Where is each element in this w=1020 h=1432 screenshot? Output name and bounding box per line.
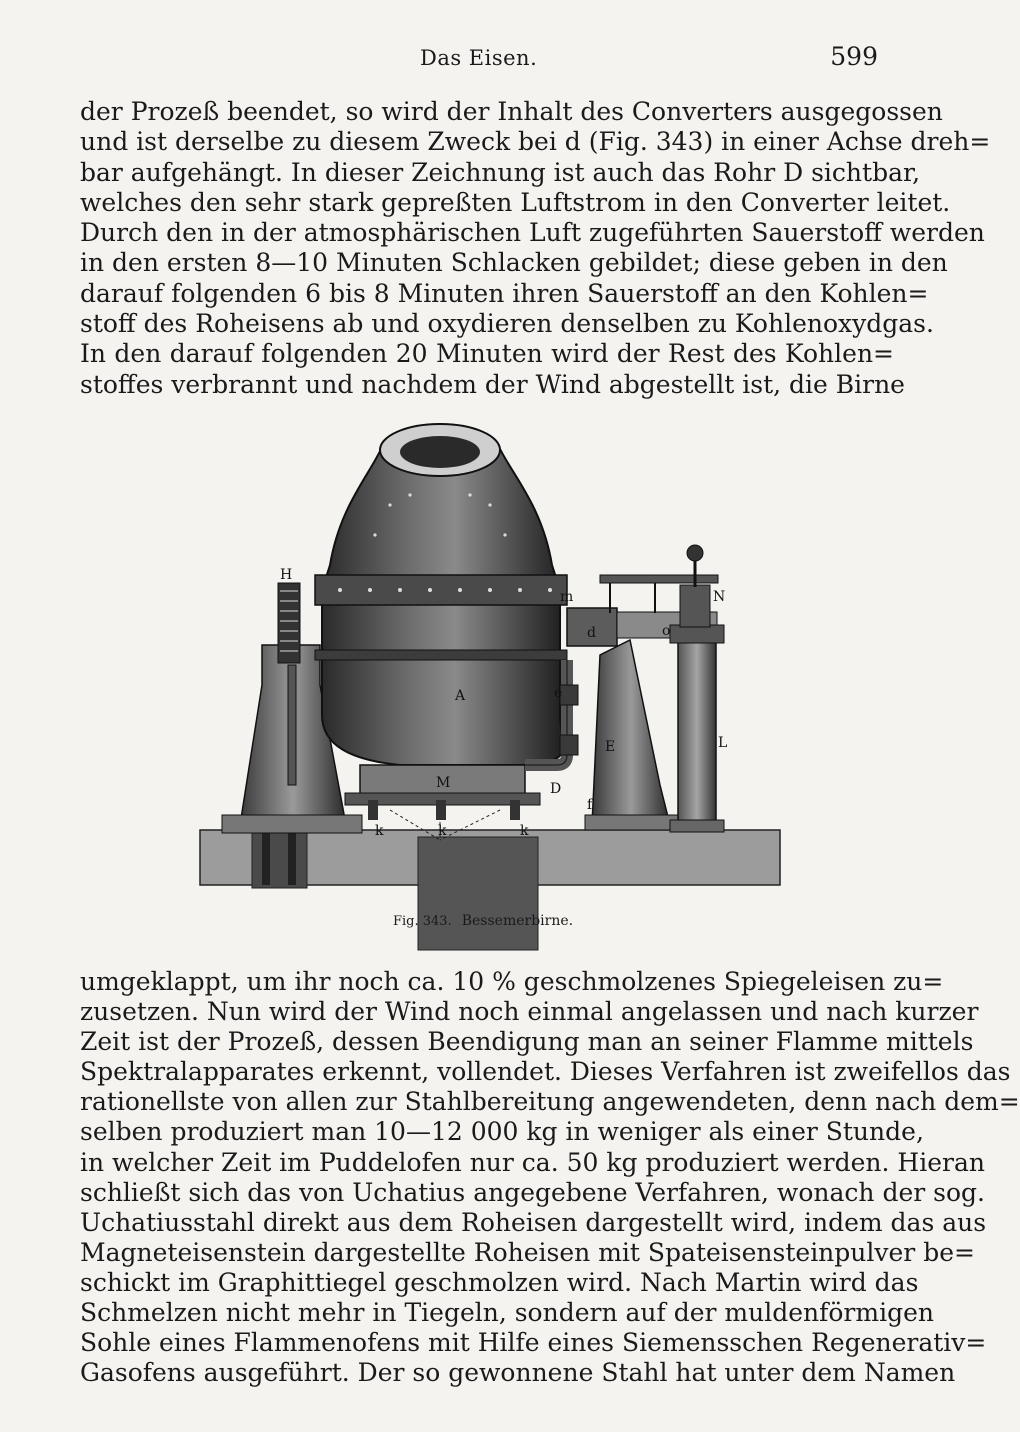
- label-H: H: [280, 567, 293, 583]
- text-line: Durch den in der atmosphärischen Luft zugeführten Sauerstoff werden: [80, 218, 985, 248]
- trunnion-band: [315, 575, 567, 605]
- label-k-left: k: [375, 823, 384, 839]
- bessemer-converter-illustration: [200, 415, 780, 950]
- page-number: 599: [830, 42, 878, 71]
- text-line: selben produziert man 10—12 000 kg in weniger als einer Stunde,: [80, 1117, 924, 1147]
- label-E: E: [605, 739, 616, 755]
- label-M: M: [436, 775, 451, 791]
- label-k-center: k: [438, 823, 447, 839]
- text-line: darauf folgenden 6 bis 8 Minuten ihren Sauerstoff an den Kohlen=: [80, 278, 929, 308]
- column-L: [678, 640, 716, 830]
- text-line: In den darauf folgenden 20 Minuten wird der Rest des Kohlen=: [80, 339, 894, 369]
- figure-caption: [393, 913, 593, 929]
- text-line: bar aufgehängt. In dieser Zeichnung ist auch das Rohr D sichtbar,: [80, 157, 921, 187]
- label-A: A: [455, 688, 466, 704]
- text-line: rationellste von allen zur Stahlbereitung angewendeten, denn nach dem=: [80, 1087, 1020, 1117]
- text-line: in welcher Zeit im Puddelofen nur ca. 50 kg produziert werden. Hieran: [80, 1147, 985, 1177]
- label-f: f: [587, 797, 593, 813]
- running-head-title: Das Eisen.: [420, 46, 538, 70]
- text-line: der Prozeß beendet, so wird der Inhalt des Converters ausgegossen: [80, 97, 943, 126]
- text-line: Uchatiusstahl direkt aus dem Roheisen dargestellt wird, indem das aus: [80, 1207, 987, 1237]
- text-line: schickt im Graphittiegel geschmolzen wird. Nach Martin wird das: [80, 1267, 919, 1297]
- rack-bar: [288, 665, 296, 785]
- label-d: d: [587, 625, 596, 641]
- running-head: [0, 40, 1000, 80]
- text-line: Magneteisenstein dargestellte Roheisen mit Spateisensteinpulver be=: [80, 1237, 975, 1267]
- right-pedestal: [592, 640, 670, 825]
- text-line: stoff des Roheisens ab und oxydieren denselben zu Kohlenoxydgas.: [80, 309, 934, 339]
- text-line: in den ersten 8—10 Minuten Schlacken gebildet; diese geben in den: [80, 248, 948, 278]
- label-o: o: [662, 623, 671, 639]
- label-L: L: [718, 735, 728, 751]
- label-m: m: [560, 589, 574, 605]
- label-k-right: k: [520, 823, 529, 839]
- text-line: zusetzen. Nun wird der Wind noch einmal angelassen und nach kurzer: [80, 997, 979, 1027]
- text-line: und ist derselbe zu diesem Zweck bei d (Fig. 343) in einer Achse dreh=: [80, 127, 991, 157]
- figure-bessemer-converter: [200, 415, 780, 950]
- label-N: N: [713, 589, 726, 605]
- text-line: Sohle eines Flammenofens mit Hilfe eines Siemensschen Regenerativ=: [80, 1328, 987, 1358]
- label-e: e: [554, 685, 563, 701]
- text-line: schließt sich das von Uchatius angegebene Verfahren, wonach der sog.: [80, 1177, 985, 1207]
- figure-title: Bessemerbirne.: [461, 913, 574, 929]
- text-line: Schmelzen nicht mehr in Tiegeln, sondern auf der muldenförmigen: [80, 1298, 934, 1328]
- figure-number: Fig. 343.: [393, 914, 452, 929]
- bottom-paragraph: [80, 967, 1020, 1388]
- floor-pit: [418, 837, 538, 950]
- text-line: stoffes verbrannt und nachdem der Wind abgestellt ist, die Birne: [80, 369, 905, 399]
- text-line: umgeklappt, um ihr noch ca. 10 % geschmolzenes Spiegeleisen zu=: [80, 967, 944, 996]
- text-line: welches den sehr stark gepreßten Luftstrom in den Converter leitet.: [80, 187, 951, 217]
- valve-N: [680, 585, 710, 627]
- top-paragraph: [80, 97, 991, 400]
- text-line: Zeit ist der Prozeß, dessen Beendigung man an seiner Flamme mittels: [80, 1027, 974, 1057]
- text-line: Spektralapparates erkennt, vollendet. Dieses Verfahren ist zweifellos das: [80, 1057, 1011, 1087]
- label-D: D: [550, 781, 562, 797]
- text-line: Gasofens ausgeführt. Der so gewonnene Stahl hat unter dem Namen: [80, 1358, 956, 1388]
